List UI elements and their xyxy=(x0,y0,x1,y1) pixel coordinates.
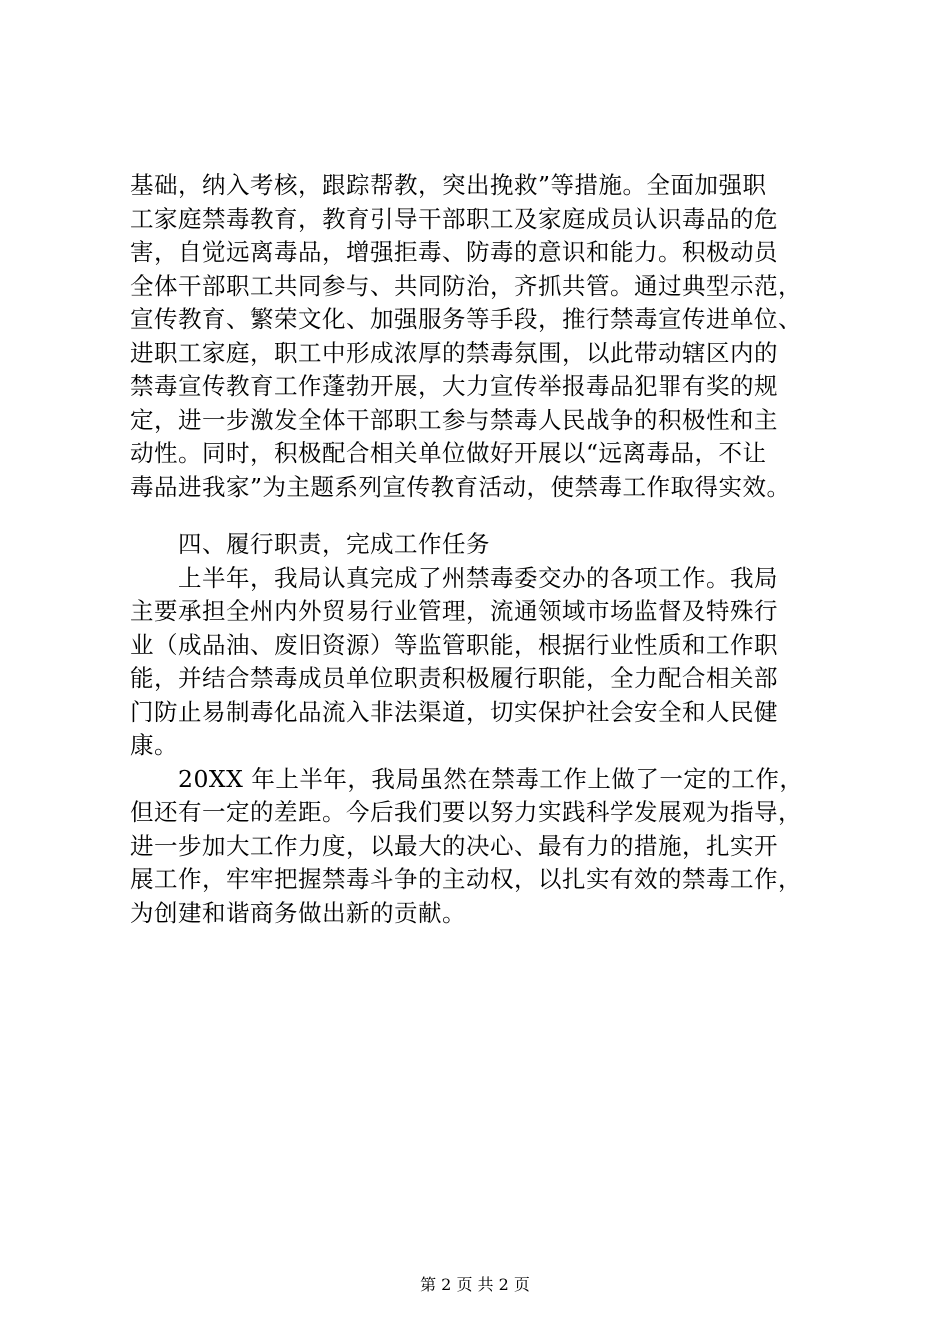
text-line: 业（成品油、废旧资源）等监管职能，根据行业性质和工作职 xyxy=(130,630,778,659)
text-line: 宣传教育、繁荣文化、加强服务等手段，推行禁毒宣传进单位、 xyxy=(130,305,802,333)
section-heading: 四、履行职责，完成工作任务 xyxy=(178,530,490,558)
text-line: 为创建和谐商务做出新的贡献。 xyxy=(130,898,466,927)
text-line: 毒品进我家”为主题系列宣传教育活动，使禁毒工作取得实效。 xyxy=(130,472,791,501)
text-line: 工家庭禁毒教育，教育引导干部职工及家庭成员认识毒品的危 xyxy=(130,204,778,233)
text-line: 主要承担全州内外贸易行业管理，流通领域市场监督及特殊行 xyxy=(130,597,778,625)
text-line: 门防止易制毒化品流入非法渠道，切实保护社会安全和人民健 xyxy=(130,697,778,726)
text-line: 基础，纳入考核，跟踪帮教，突出挽救”等措施。全面加强职 xyxy=(130,171,767,199)
text-line: 害，自觉远离毒品，增强拒毒、防毒的意识和能力。积极动员 xyxy=(130,238,778,266)
paragraph-conclusion xyxy=(130,763,830,931)
text-line: 动性。同时，积极配合相关单位做好开展以“远离毒品，不让 xyxy=(130,439,767,467)
paragraph-duties xyxy=(130,562,830,763)
text-line: 上半年，我局认真完成了州禁毒委交办的各项工作。我局 xyxy=(178,563,778,592)
text-line: 展工作，牢牢把握禁毒斗争的主动权，以扎实有效的禁毒工作， xyxy=(130,865,802,893)
text-line: 进一步加大工作力度，以最大的决心、最有力的措施，扎实开 xyxy=(130,831,778,860)
text-line: 全体干部职工共同参与、共同防治，齐抓共管。通过典型示范， xyxy=(130,271,802,300)
text-line: 但还有一定的差距。今后我们要以努力实践科学发展观为指导， xyxy=(130,798,802,826)
document-body xyxy=(130,169,830,930)
text-line: 康。 xyxy=(130,731,178,759)
text-line: 20XX 年上半年，我局虽然在禁毒工作上做了一定的工作， xyxy=(178,764,804,793)
text-line: 进职工家庭，职工中形成浓厚的禁毒氛围，以此带动辖区内的 xyxy=(130,338,778,367)
text-line: 定，进一步激发全体干部职工参与禁毒人民战争的积极性和主 xyxy=(130,405,778,434)
page-footer: 第 2 页 共 2 页 xyxy=(420,1275,530,1294)
paragraph-spacer xyxy=(130,504,830,528)
text-line: 能，并结合禁毒成员单位职责积极履行职能，全力配合相关部 xyxy=(130,664,778,692)
text-line: 禁毒宣传教育工作蓬勃开展，大力宣传举报毒品犯罪有奖的规 xyxy=(130,372,778,400)
paragraph-anti-drug-education xyxy=(130,169,830,504)
